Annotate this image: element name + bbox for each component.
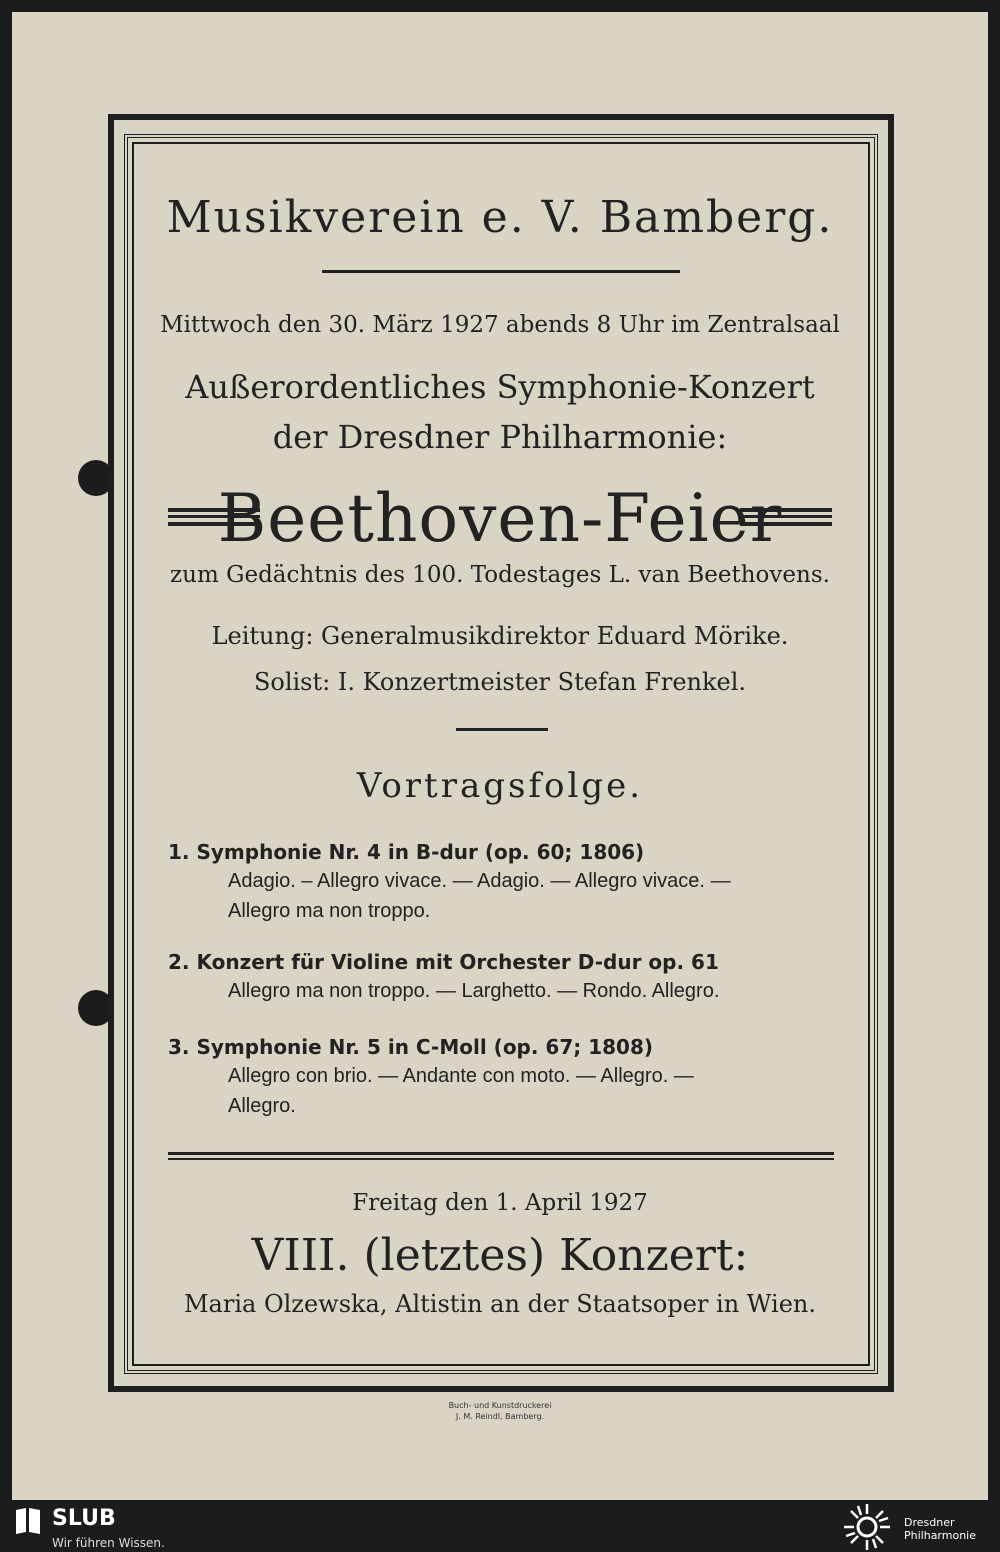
next-concert-artist: Maria Olzewska, Altistin an der Staatsoper in Wien. — [183, 1290, 816, 1318]
program-heading: Vortragsfolge. — [356, 766, 644, 806]
partner-name[interactable]: Dresdner Philharmonie — [904, 1516, 976, 1542]
double-rule — [168, 1152, 834, 1155]
title-rule — [322, 270, 680, 273]
orchestra-name: der Dresdner Philharmonie: — [272, 418, 728, 456]
next-concert-date: Freitag den 1. April 1927 — [352, 1190, 648, 1216]
program-item-movements: Adagio. – Allegro vivace. — Adagio. — Allegro vivace. — Allegro ma non troppo. — [228, 870, 731, 922]
program-item-title: 3. Symphonie Nr. 5 in C-Moll (op. 67; 1808) — [168, 1035, 654, 1059]
soloist-line: Solist: I. Konzertmeister Stefan Frenkel. — [253, 668, 747, 696]
library-name[interactable]: SLUB — [52, 1506, 116, 1531]
conductor-line: Leitung: Generalmusikdirektor Eduard Mörike. — [211, 622, 789, 650]
program-item-movements: Allegro ma non troppo. — Larghetto. — Rondo. Allegro. — [228, 980, 720, 1002]
section-rule — [456, 728, 548, 731]
program-item-title: 1. Symphonie Nr. 4 in B-dur (op. 60; 1806) — [168, 840, 645, 864]
program-item-movements: Allegro con brio. — Andante con moto. — Allegro. — Allegro. — [228, 1065, 694, 1117]
ornament-right — [740, 508, 832, 526]
next-concert-title: VIII. (letztes) Konzert: — [251, 1230, 749, 1281]
program-item-title: 2. Konzert für Violine mit Orchester D-dur op. 61 — [168, 950, 719, 974]
poster-title: Musikverein e. V. Bamberg. — [166, 192, 834, 243]
headline: Beethoven-Feier — [217, 480, 783, 557]
sunburst-logo-icon — [842, 1502, 892, 1552]
memorial-line: zum Gedächtnis des 100. Todestages L. van Beethovens. — [170, 562, 830, 588]
book-icon — [14, 1506, 42, 1536]
double-rule — [168, 1158, 834, 1160]
concert-subtitle: Außerordentliches Symphonie-Konzert — [185, 368, 815, 406]
library-tagline: Wir führen Wissen. — [52, 1536, 165, 1550]
event-date: Mittwoch den 30. März 1927 abends 8 Uhr im Zentralsaal — [160, 312, 840, 338]
printer-imprint: Buch- und Kunstdruckerei J. M. Reindl, Bamberg. — [448, 1401, 552, 1421]
